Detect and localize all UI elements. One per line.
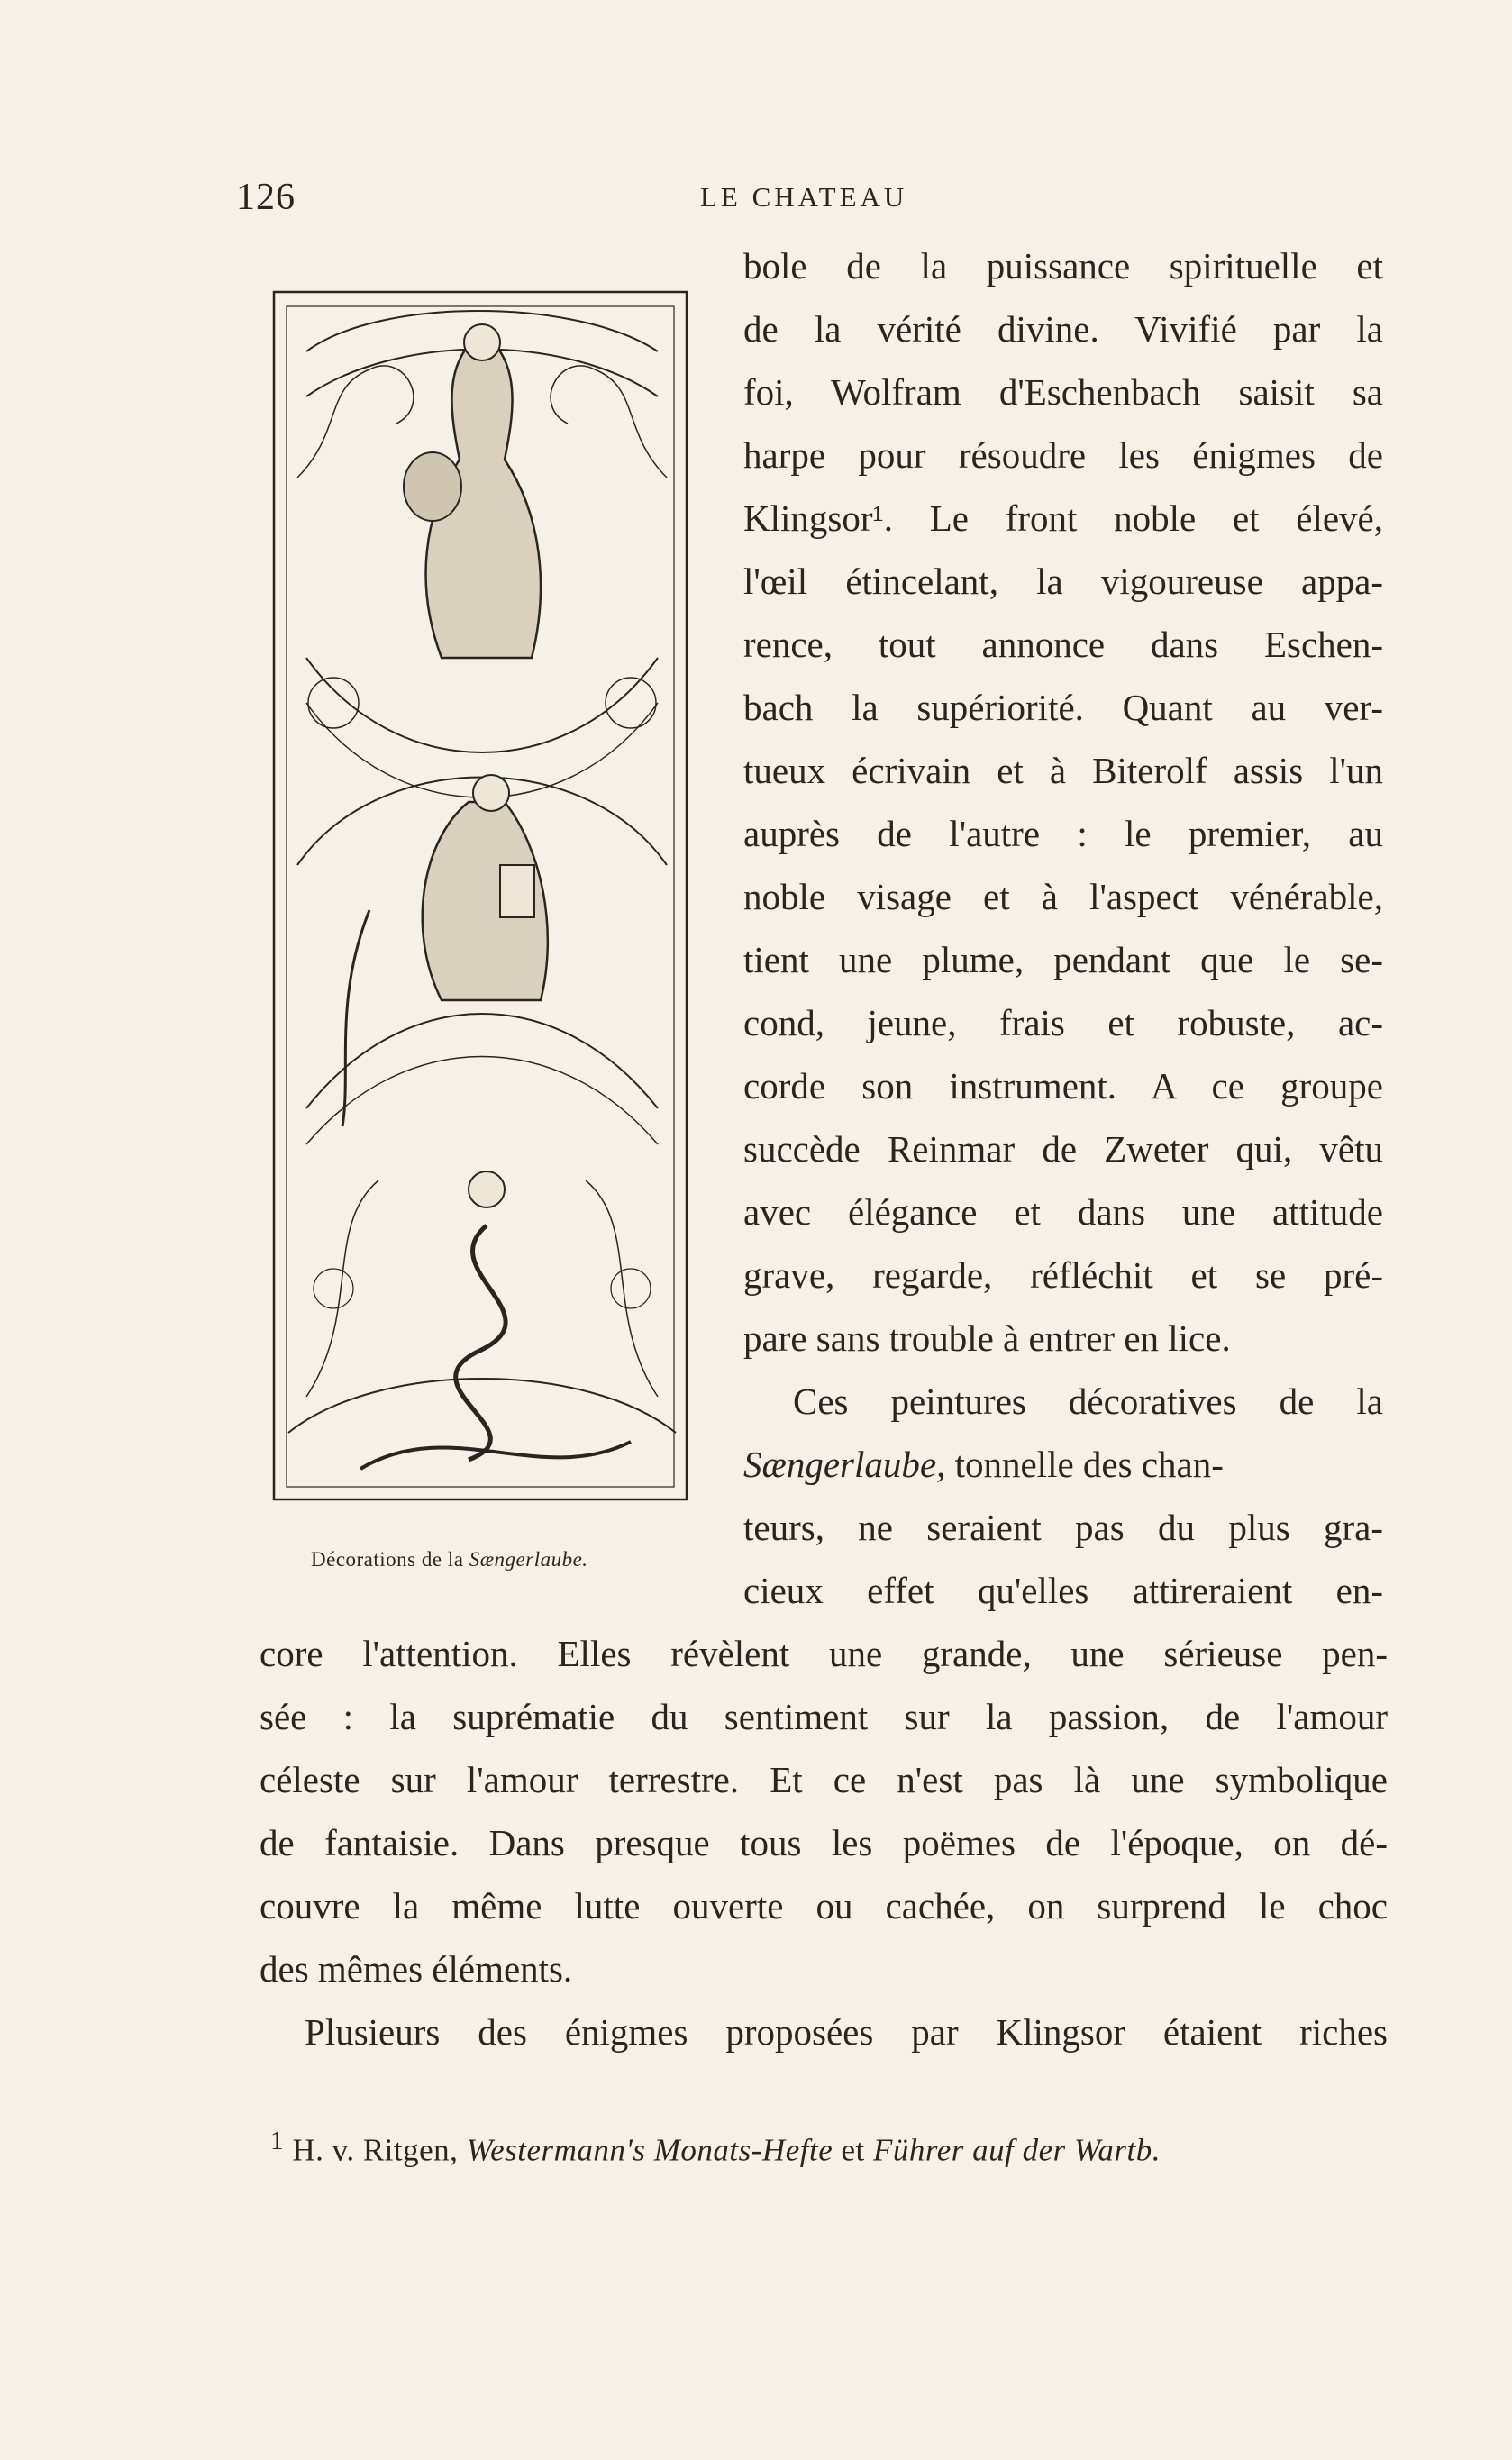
body-line-21: teurs, ne seraient pas du plus gra- [743,1507,1383,1548]
running-head: LE CHATEAU [700,181,908,213]
footnote-conjunction: et [841,2132,865,2168]
body-line-1: bole de la puissance spirituelle et [743,245,1383,287]
body-line-26: de fantaisie. Dans presque tous les poëmes de l'époque, on dé- [260,1822,1388,1863]
footnote-work-one: Westermann's Monats-Hefte [466,2132,833,2168]
body-line-14: corde son instrument. A ce groupe [743,1065,1383,1107]
body-line-4: harpe pour résoudre les énigmes de [743,434,1383,476]
caption-prefix: Décorations de la [311,1548,464,1571]
footnote-marker: 1 [270,2127,285,2155]
body-line-28: des mêmes éléments. [260,1948,573,1990]
body-line-3: foi, Wolfram d'Eschenbach saisit sa [743,371,1383,413]
body-line-19: Ces peintures décoratives de la [793,1380,1383,1422]
body-line-20 [743,1446,1383,1483]
footnote-author: H. v. Ritgen, [292,2132,459,2168]
page-header [236,176,1227,221]
body-line-11: noble visage et à l'aspect vénérable, [743,876,1383,917]
body-line-18: pare sans trouble à entrer en lice. [743,1317,1231,1359]
caption-title: Sængerlaube. [469,1548,588,1571]
body-line-2: de la vérité divine. Vivifié par la [743,308,1383,350]
italic-term: Sængerlaube, [743,1444,946,1485]
body-line-16: avec élégance et dans une attitude [743,1191,1383,1233]
line-20-rest: tonnelle des chan- [954,1444,1224,1485]
page-number: 126 [236,177,296,218]
body-line-29: Plusieurs des énigmes proposées par Klingsor étaient riches [305,2011,1388,2053]
body-line-17: grave, regarde, réfléchit et se pré- [743,1254,1383,1296]
body-line-12: tient une plume, pendant que le se- [743,939,1383,980]
body-line-10: auprès de l'autre : le premier, au [743,813,1383,854]
body-line-27: couvre la même lutte ouverte ou cachée, on surprend le choc [260,1885,1388,1927]
footnote [270,2127,1161,2169]
body-line-13: cond, jeune, frais et robuste, ac- [743,1002,1383,1043]
body-line-24: sée : la suprématie du sentiment sur la passion, de l'amour [260,1696,1388,1737]
body-line-15: succède Reinmar de Zweter qui, vêtu [743,1128,1383,1170]
body-line-23: core l'attention. Elles révèlent une grande, une sérieuse pen- [260,1633,1388,1674]
body-line-25: céleste sur l'amour terrestre. Et ce n'est pas là une symbolique [260,1759,1388,1800]
body-line-6: l'œil étincelant, la vigoureuse appa- [743,560,1383,602]
body-line-7: rence, tout annonce dans Eschen- [743,624,1383,665]
illustration-engraving [270,279,694,1514]
footnote-work-two: Führer auf der Wartb. [873,2132,1161,2168]
figure-caption [311,1548,588,1572]
body-line-22: cieux effet qu'elles attireraient en- [743,1570,1383,1611]
body-line-9: tueux écrivain et à Biterolf assis l'un [743,750,1383,791]
body-line-8: bach la supériorité. Quant au ver- [743,687,1383,728]
body-line-5: Klingsor¹. Le front noble et élevé, [743,497,1383,539]
ornamental-illustration [270,279,694,1514]
